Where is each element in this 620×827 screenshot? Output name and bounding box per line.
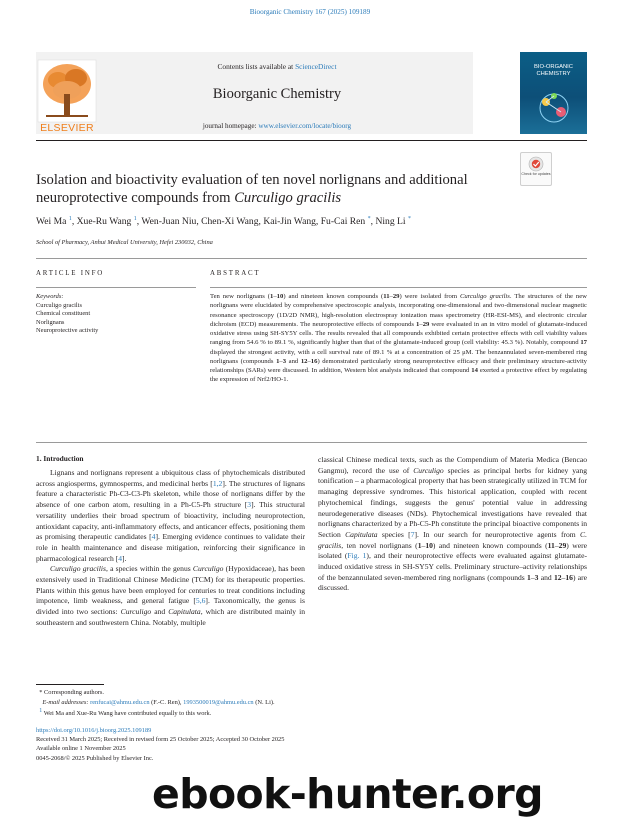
- compound-number: 1: [276, 357, 280, 365]
- text-run: ) and nineteen known compounds (: [432, 540, 548, 550]
- elsevier-wordmark: ELSEVIER: [40, 122, 94, 134]
- elsevier-tree-logo: [36, 58, 98, 132]
- species-name: Curculigo gracilis: [459, 293, 510, 300]
- citation-link[interactable]: 4: [151, 532, 156, 542]
- compound-number: 14: [471, 367, 478, 374]
- divider: [36, 442, 587, 443]
- keyword: Norlignans: [36, 318, 65, 326]
- citation-link[interactable]: 1,2: [212, 478, 223, 488]
- cover-molecule-graphic: [528, 86, 580, 130]
- divider: [36, 287, 196, 288]
- author-list: Wei Ma $^1$, Xue-Ru Wang $^1$, Wen-Juan Niu, Chen-Xi Wang, Kai-Jin Wang, Fu-Cai Ren *, Ning Li *: [36, 216, 411, 228]
- section-name: Capitulata: [168, 607, 201, 617]
- divider: [210, 287, 587, 288]
- section-name: Curculigo: [120, 607, 152, 617]
- keyword: Curculigo gracilis: [36, 301, 82, 309]
- paragraph: [36, 564, 305, 628]
- cover-title: BIO-ORGANIC CHEMISTRY: [534, 64, 573, 77]
- header-rule: [36, 140, 587, 141]
- abstract-run: ) and nineteen known compounds (: [283, 293, 384, 300]
- abstract-run: were evaluated in an in vitro model of glutamate-induced oxidative stress using SH-SY5Y cells. The results revealed that all compounds exhibited certain protective effects with cell viability values ranging from 54.6 % to 89.1 %, significantly higher than that of the glutamate-induced group (cell viability: 45.3 %). Notably, compound: [210, 320, 587, 347]
- section-name: Capitulata: [345, 529, 378, 539]
- abstract-text: [210, 292, 587, 385]
- text-run: –: [421, 540, 426, 550]
- homepage-prefix: journal homepage:: [202, 122, 259, 130]
- compound-number: 29: [558, 540, 567, 550]
- author-name[interactable]: Ning Li: [375, 216, 406, 228]
- journal-cover-image[interactable]: [520, 52, 587, 134]
- check-updates-icon: [528, 156, 544, 172]
- text-run: ]. In our search for neuroprotective agents from: [414, 529, 581, 539]
- author-mark[interactable]: 1: [68, 216, 72, 222]
- text-run: and: [538, 572, 554, 582]
- keywords-label: Keywords:: [36, 293, 64, 300]
- text-run: ]. Taxonomically, the genus is divided into two sections:: [36, 596, 305, 617]
- abstract-run: –: [389, 293, 393, 300]
- text-run: ) are discussed.: [318, 572, 588, 593]
- text-run: ), and their neuroprotective effects were evaluated against glutamate-induced oxidative stress in SH-SY5Y cells. Preliminary structure–activity relationships of the benzannulated seven-membered ring norlignans (compounds: [318, 551, 588, 582]
- citation-link[interactable]: 7: [410, 529, 415, 539]
- text-run: species as principal herbs for kidney yang tonification – a pharmacological property that has been strategically utilized in TCM for managing depressive syndromes. This historical application, coupled with recent phytochemical findings, suggests the genus' potential value in addressing neurodegenerative diseases (NDs). Phytochemical investigations have revealed that norlignans characterized by a Ph-C5-Ph constitute the principal bioactive components in Section: [318, 465, 587, 539]
- keyword: Chemical constituent: [36, 310, 91, 318]
- text-run: –: [554, 540, 559, 550]
- footnote-text: (F.-C. Ren),: [149, 698, 184, 706]
- text-run: –: [561, 572, 566, 582]
- author-mark[interactable]: *: [367, 216, 371, 222]
- compound-number: 1: [270, 293, 274, 300]
- compound-number: 3: [534, 572, 539, 582]
- section-heading: 1. Introduction: [36, 454, 84, 463]
- genus-name: Curculigo: [413, 465, 444, 475]
- author-name[interactable]: Wen-Juan Niu: [141, 216, 197, 228]
- compound-number: 17: [580, 339, 587, 347]
- text-run: Lignans and norlignans represent a ubiquitous class of phytochemicals distributed across angiosperms, gymnosperms, and medicinal herbs [: [36, 468, 305, 488]
- title-species: Curculigo gracilis: [234, 190, 342, 206]
- check-for-updates-button[interactable]: [520, 152, 552, 186]
- author-name[interactable]: Fu-Cai Ren: [320, 216, 366, 228]
- article-history: [36, 726, 587, 763]
- abstract-run: . The structures of the new norlignans were elucidated by comprehensive spectroscopic analysis, incorporating one-dimensional and two-dimensional nuclear magnetic resonance spectroscopy (1D/2D NMR), high-resolution electrospray ionization mass spectrometry (HR-ESI-MS), and electronic circular dichroism (ECD) measurements. The neuroprotective effects of compounds: [210, 293, 587, 328]
- footnote-rule: [36, 684, 104, 685]
- available-online: Available online 1 November 2025: [36, 745, 126, 753]
- corresponding-note: * Corresponding authors.: [36, 689, 104, 696]
- abstract-run: exerted a protective effect by regulating the expression of Nrf2/HO-1.: [210, 367, 587, 384]
- compound-number: 1: [527, 572, 531, 582]
- check-updates-label: Check for updates: [521, 172, 551, 176]
- journal-name: Bioorganic Chemistry: [212, 86, 342, 102]
- equal-contribution-note: $^1$ Wei Ma and Xue-Ru Wang have contributed equally to this work.: [39, 708, 212, 718]
- keyword: Neuroprotective activity: [36, 327, 99, 335]
- footnote-text: (N. Li).: [253, 698, 275, 706]
- compound-number: 12: [553, 572, 562, 582]
- text-run: (Hypoxidaceae), has been extensively used in Traditional Chinese Medicine (TCM) for its therapeutic properties. Plants within this genus have been employed for centuries to treat conditions including impotence, limb weakness, and general fatigue [: [36, 564, 305, 606]
- sciencedirect-link[interactable]: ScienceDirect: [295, 62, 337, 71]
- author-name[interactable]: Chen-Xi Wang: [201, 216, 259, 228]
- author-name[interactable]: Xue-Ru Wang: [76, 216, 132, 228]
- text-run: and: [151, 607, 169, 617]
- author-mark[interactable]: *: [407, 216, 411, 222]
- abstract-run: –: [279, 357, 283, 365]
- compound-number: 29: [422, 320, 430, 328]
- text-run: ]. This structural versatility underlies their broad spectrum of bioactivity, including neuroprotection, antioxidant capacity, anti-inflammatory effects, and anticancer effects, positioning them as promising therapeutic candidates [: [36, 500, 305, 542]
- text-run: , a species within the genus: [105, 564, 193, 574]
- text-run: ]. Emerging evidence continues to validate their role in health maintenance and disease mitigation, reinforcing their significance in pharmacological research [: [36, 532, 305, 563]
- email-link[interactable]: 1993500019@ahmu.edu.cn: [183, 698, 254, 706]
- citation-link[interactable]: 5,6: [195, 596, 206, 606]
- author-mark[interactable]: 1: [133, 216, 137, 222]
- abstract-run: –: [419, 320, 423, 328]
- compound-number: 1: [417, 540, 422, 550]
- abstract-run: and: [286, 357, 301, 365]
- text-run: ]. The structures of lignans feature a characteristic Ph-C3-C3-Ph skeleton, while those of norlignans differ by the absence of one carbon atom, resulting in a Ph-C5-Ph structure [: [36, 478, 305, 510]
- divider: [36, 258, 587, 259]
- species-name: C. gracilis: [318, 529, 587, 550]
- compound-number: 29: [392, 293, 400, 300]
- compound-number: 16: [565, 572, 573, 582]
- homepage-link[interactable]: www.elsevier.com/locate/bioorg: [258, 122, 352, 130]
- contents-prefix: Contents lists available at: [217, 62, 296, 71]
- contents-line: [120, 62, 434, 71]
- compound-number: 10: [276, 293, 284, 300]
- author-name[interactable]: Kai-Jin Wang: [263, 216, 316, 228]
- compound-number: 11: [547, 540, 555, 550]
- abstract-run: ) were isolated from: [399, 293, 460, 300]
- paragraph-continued: [318, 455, 587, 594]
- citation-link[interactable]: 4: [118, 553, 123, 563]
- compound-number: 10: [425, 540, 433, 550]
- author-name[interactable]: Wei Ma: [36, 216, 67, 228]
- email-note: [36, 698, 587, 708]
- compound-number: 1: [416, 320, 420, 328]
- text-run: –: [530, 572, 535, 582]
- introduction-left-column: [36, 468, 305, 629]
- doi-link[interactable]: https://doi.org/10.1016/j.bioorg.2025.109189: [36, 727, 152, 734]
- article-title: [36, 171, 506, 207]
- abstract-run: Ten new norlignans (: [210, 293, 271, 300]
- genus-name: Curculigo: [192, 564, 224, 574]
- abstract-heading: ABSTRACT: [210, 270, 261, 277]
- species-name: Curculigo gracilis: [50, 564, 106, 574]
- journal-reference-link[interactable]: Bioorganic Chemistry 167 (2025) 109189: [249, 8, 371, 16]
- footnote-text: Wei Ma and Xue-Ru Wang have contributed equally to this work.: [43, 710, 212, 718]
- text-run: ].: [122, 553, 127, 563]
- introduction-right-column: [318, 455, 587, 594]
- compound-number: 16: [310, 357, 318, 365]
- abstract-run: –: [307, 357, 311, 365]
- compound-number: 3: [282, 357, 287, 365]
- text-run: classical Chinese medical texts, such as the Compendium of Materia Medica (Bencao Gangmu), record the use of: [318, 455, 587, 475]
- paragraph: [36, 468, 305, 564]
- text-run: species [: [377, 529, 411, 539]
- email-link[interactable]: renfucai@ahmu.edu.cn: [90, 698, 150, 706]
- journal-homepage-line: [120, 122, 434, 130]
- citation-link[interactable]: 3: [247, 500, 252, 510]
- footnote-text: Corresponding authors.: [44, 689, 104, 696]
- affiliation: School of Pharmacy, Anhui Medical University, Hefei 230032, China: [36, 239, 213, 246]
- copyright-line: 0045-2068/© 2025 Published by Elsevier Inc.: [36, 754, 154, 762]
- text-run: , ten novel norlignans (: [341, 540, 418, 550]
- text-run: , which are distributed mainly in southeastern and southwestern China. Notably, multiple: [36, 607, 305, 627]
- keywords-block: [36, 293, 196, 336]
- compound-number: 12: [300, 357, 308, 365]
- footnotes: [36, 688, 587, 719]
- abstract-run: –: [273, 293, 277, 300]
- received-dates: Received 31 March 2025; Received in revised form 25 October 2025; Accepted 30 October 2025: [36, 736, 285, 744]
- abstract-run: ) demonstrated particularly strong neuroprotective efficacy and their preliminary structure-activity relationships (SARs) were discussed. In addition, Western blot analysis indicated that compound: [210, 357, 587, 374]
- email-label: E-mail addresses:: [42, 698, 91, 706]
- figure-link[interactable]: Fig. 1: [347, 551, 367, 561]
- article-info-heading: ARTICLE INFO: [36, 270, 105, 277]
- abstract-run: displayed the strongest activity, with a cell survival rate of 89.1 % at a concentration of 25 μM. The benzannulated seven-membered ring norlignans (compounds: [210, 348, 587, 365]
- compound-number: 11: [383, 293, 390, 300]
- title-main: Isolation and bioactivity evaluation of ten novel norlignans and additional neuroprotective compounds from: [36, 172, 468, 206]
- watermark-text: ebook-hunter.org: [152, 770, 543, 818]
- text-run: ) were isolated (: [318, 540, 587, 561]
